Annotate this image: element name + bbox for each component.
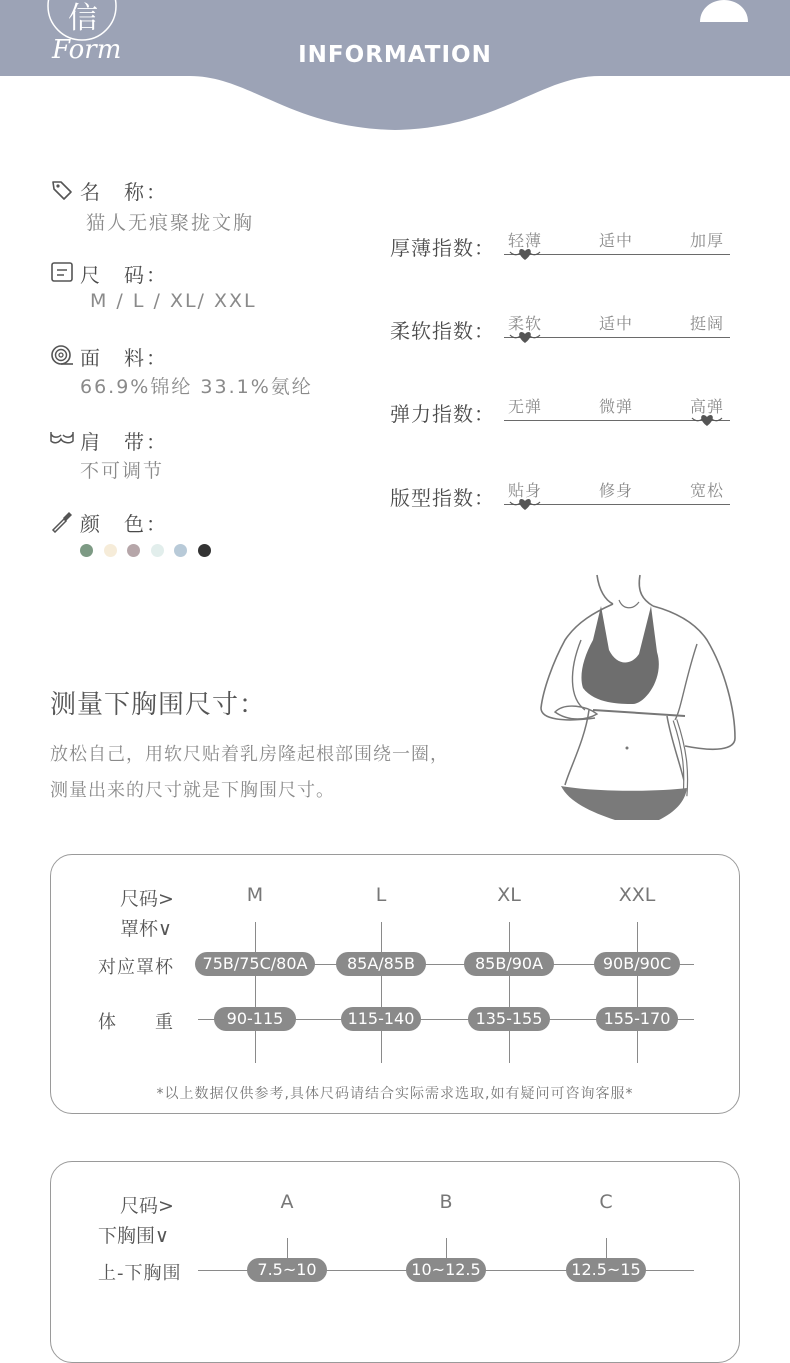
spec-fabric-value: 66.9%锦纶 33.1%氨纶 [80,376,313,398]
spec-size-label: 尺 码： [80,263,168,287]
size_table-column-line [255,922,256,1063]
header-title: INFORMATION [298,42,492,68]
color-swatch[interactable] [104,544,117,557]
size_table-value-pill: 155-170 [596,1007,678,1031]
selected-heart-icon [508,330,542,344]
cup-table-head-size: 尺码> [120,1195,174,1217]
index-option[interactable]: 挺阔 [689,314,724,333]
cup_table-column-header: B [439,1191,453,1213]
size_table-row-label: 体 重 [98,1012,174,1033]
cup_table-value-pill: 10~12.5 [406,1258,486,1282]
index-option[interactable]: 无弹 [507,397,542,416]
size_table-value-pill: 90B/90C [594,952,680,976]
size_table-value-pill: 85A/85B [336,952,426,976]
index-label: 版型指数： [390,486,495,510]
size-table-head-size: 尺码> [120,888,174,910]
measuring-woman-illustration [535,570,745,825]
size_table-column-line [381,922,382,1063]
color-swatch[interactable] [174,544,187,557]
svg-text:信: 信 [68,1,98,36]
size-table-note: *以上数据仅供参考,具体尺码请结合实际需求选取,如有疑问可咨询客服* [156,1086,634,1102]
index-option[interactable]: 加厚 [689,231,724,250]
svg-text:Form: Form [52,35,122,65]
index-option[interactable]: 宽松 [689,481,724,500]
measure-desc-line1: 放松自己，用软尺贴着乳房隆起根部围绕一圈， [50,744,449,765]
index-option[interactable]: 轻薄 [507,231,542,250]
size_table-value-pill: 135-155 [468,1007,550,1031]
size_table-row-label: 对应罩杯 [98,957,174,978]
color-swatch[interactable] [151,544,164,557]
spec-fabric-label: 面 料： [80,346,168,370]
color-swatch[interactable] [80,544,93,557]
index-option[interactable]: 高弹 [689,397,724,416]
index-option[interactable]: 贴身 [507,481,542,500]
size_table-value-pill: 75B/75C/80A [195,952,315,976]
tag-icon [50,178,74,202]
cup_table-column-header: A [280,1191,294,1213]
color-swatch[interactable] [127,544,140,557]
cup-table-head-underbust: 下胸围∨ [98,1225,169,1247]
fabric-roll-icon [50,343,74,367]
color-swatch[interactable] [198,544,211,557]
dropper-icon [50,509,74,533]
size-chart-icon [50,260,74,284]
index-label: 厚薄指数： [390,236,495,260]
selected-heart-icon [690,413,724,427]
size-table-head-cup: 罩杯∨ [120,918,172,940]
index-option[interactable]: 适中 [598,231,633,250]
spec-size-value: M / L / XL/ XXL [90,290,257,312]
size_table-value-pill: 85B/90A [464,952,554,976]
size_table-column-header: XL [497,884,521,906]
index-option[interactable]: 柔软 [507,314,542,333]
spec-strap-value: 不可调节 [80,460,165,482]
size_table-column-header: XXL [618,884,656,906]
measure-desc-line2: 测量出来的尺寸就是下胸围尺寸。 [50,780,335,801]
cup_table-value-pill: 7.5~10 [247,1258,327,1282]
measure-title: 测量下胸围尺寸： [50,690,267,720]
index-option[interactable]: 微弹 [598,397,633,416]
index-label: 柔软指数： [390,319,495,343]
selected-heart-icon [508,247,542,261]
size_table-column-line [509,922,510,1063]
size_table-column-header: L [375,884,387,906]
index-option[interactable]: 适中 [598,314,633,333]
cup_table-value-pill: 12.5~15 [566,1258,646,1282]
size_table-column-header: M [246,884,264,906]
size_table-column-line [637,922,638,1063]
size_table-value-pill: 115-140 [341,1007,421,1031]
spec-color-label: 颜 色： [80,512,168,536]
bra-icon [50,426,74,450]
index-option[interactable]: 修身 [598,481,633,500]
spec-name-value: 猫人无痕聚拢文胸 [86,212,255,234]
cup_table-column-header: C [599,1191,613,1213]
size_table-value-pill: 90-115 [214,1007,296,1031]
spec-name-label: 名 称： [80,180,168,204]
cup_table-row-label: 上-下胸围 [98,1263,182,1284]
spec-strap-label: 肩 带： [80,430,168,454]
index-label: 弹力指数： [390,402,495,426]
selected-heart-icon [508,497,542,511]
